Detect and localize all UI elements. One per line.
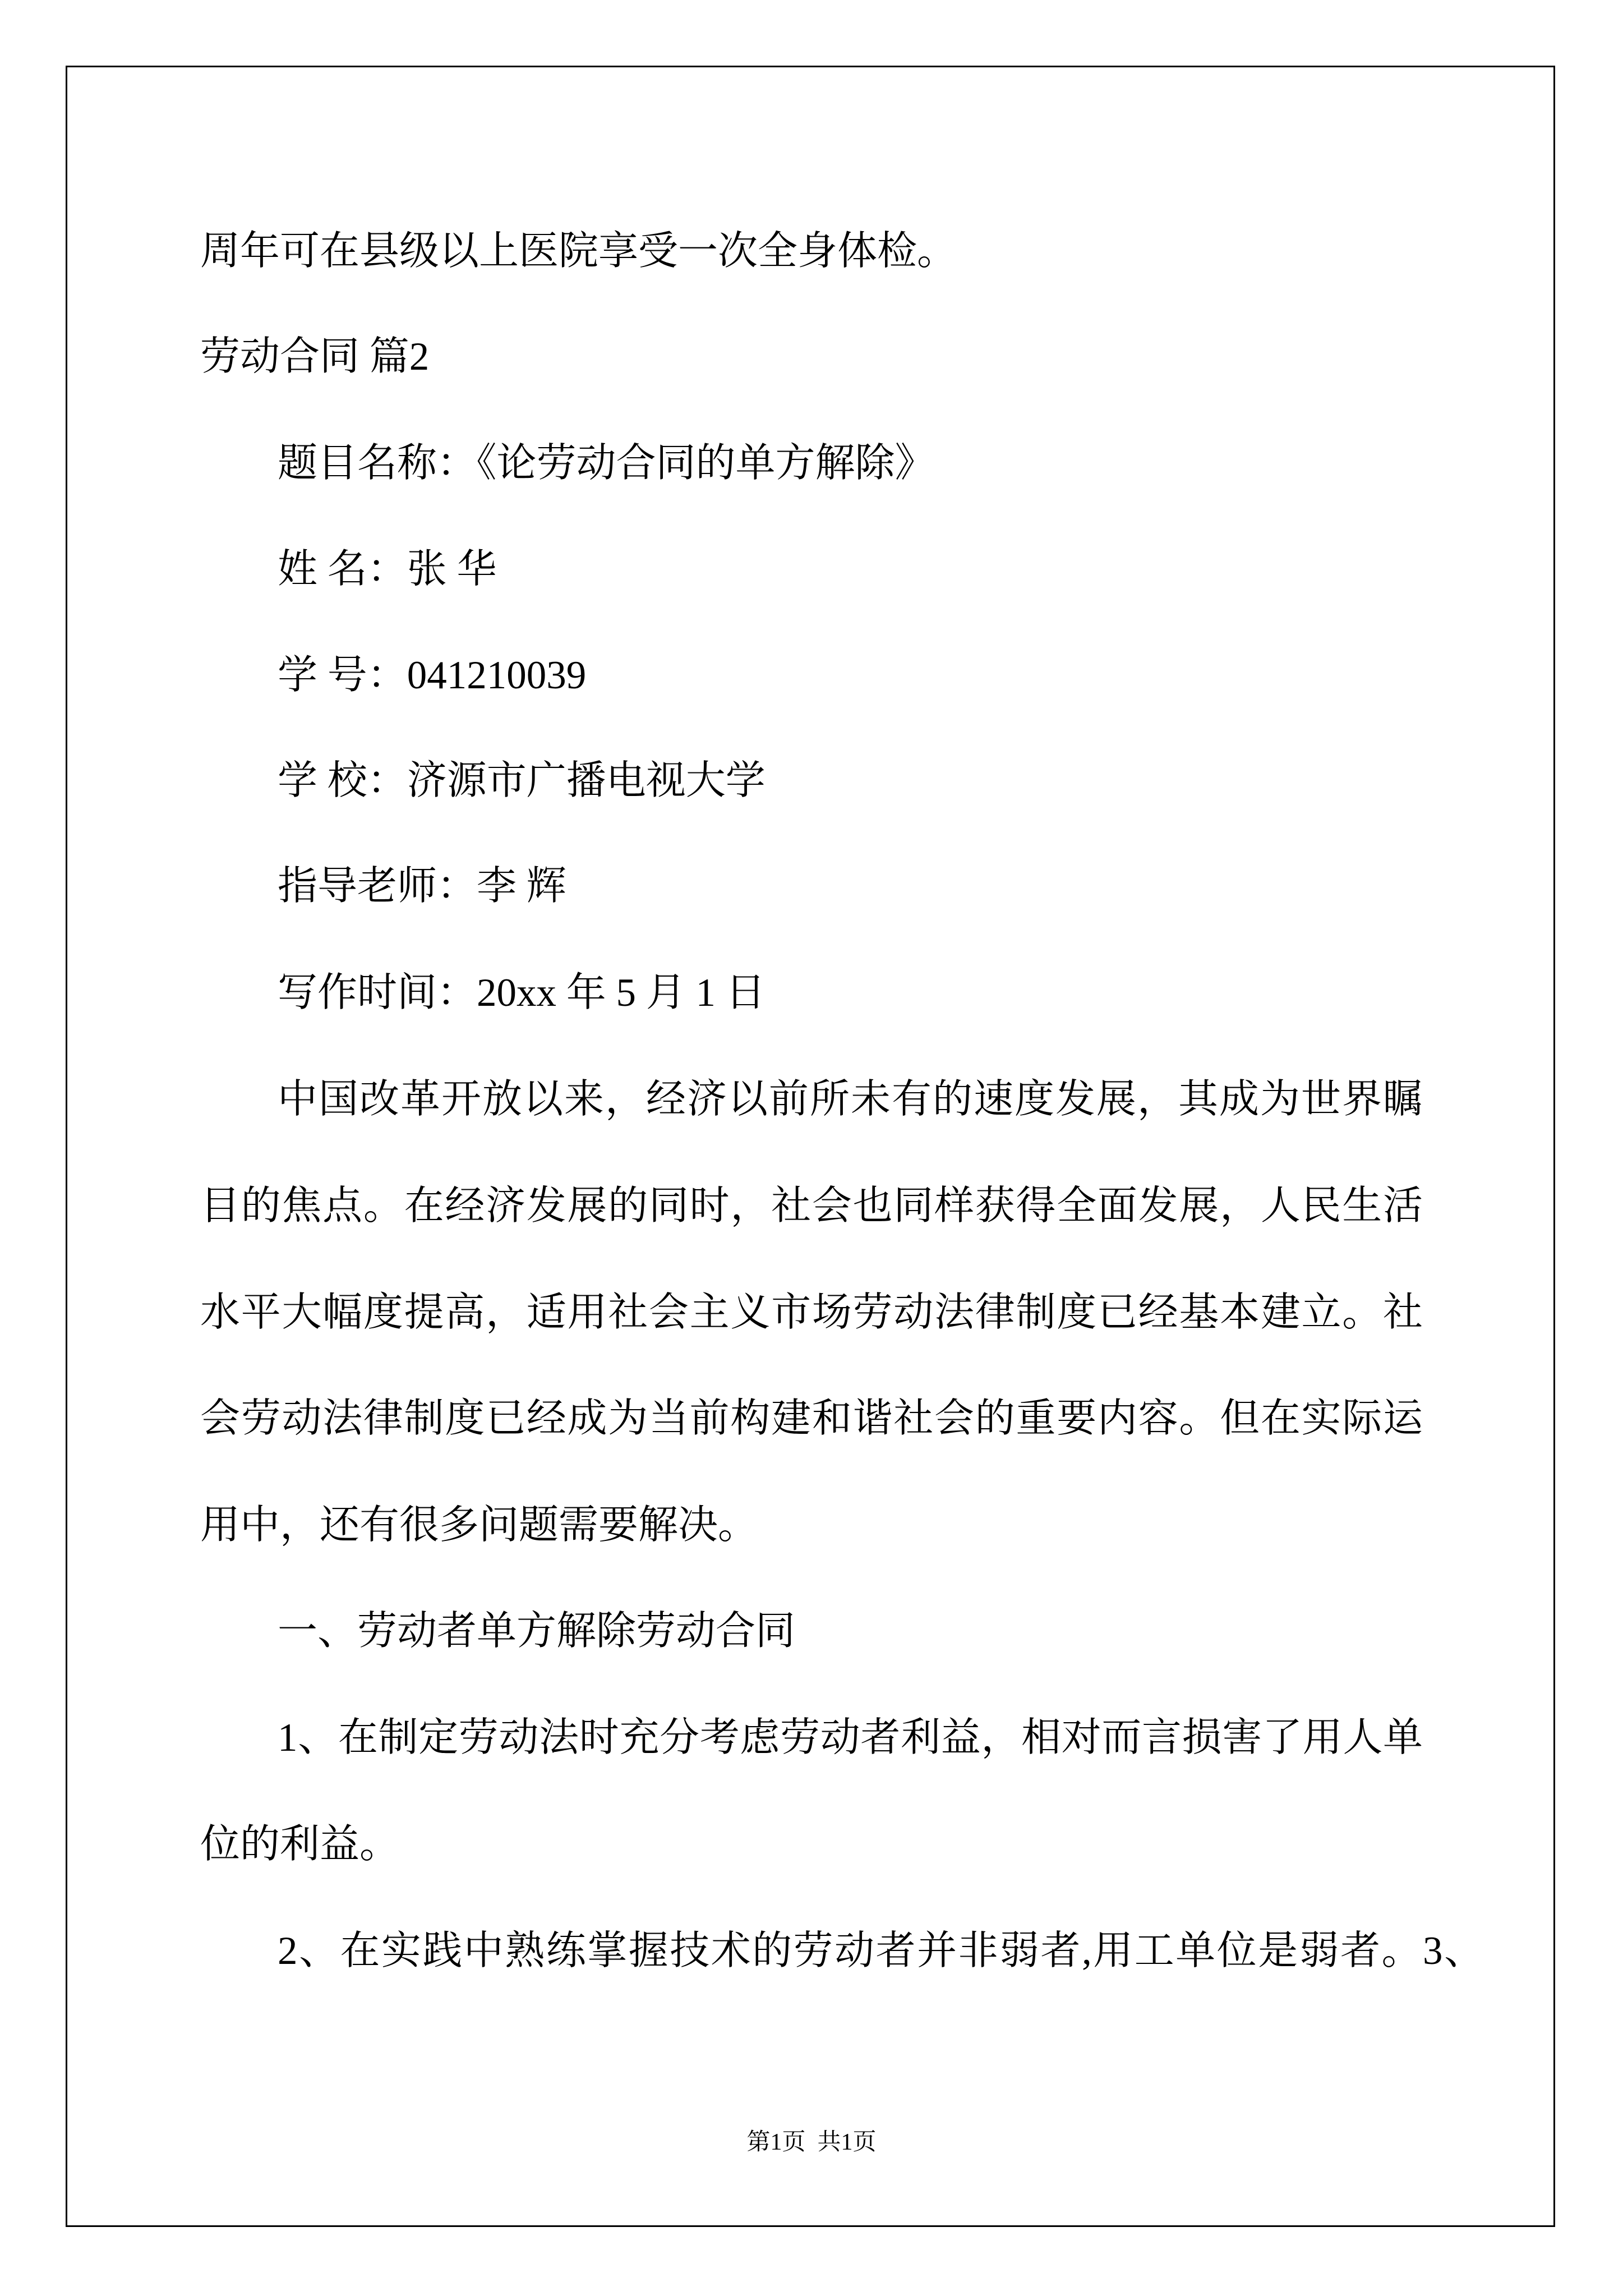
paragraph-line: 1、在制定劳动法时充分考虑劳动者利益，相对而言损害了用人单: [278, 1716, 1423, 1760]
page-border: [66, 66, 1555, 2227]
section-heading: 劳动合同 篇2: [200, 335, 430, 379]
continuation-line: 周年可在县级以上医院享受一次全身体检。: [200, 229, 957, 273]
writing-date: 写作时间：20xx 年 5 月 1 日: [278, 971, 766, 1015]
paragraph-line: 中国改革开放以来，经济以前所未有的速度发展，其成为世界瞩: [278, 1078, 1423, 1121]
page-number-footer: 第1页 共1页: [746, 2129, 877, 2155]
student-id: 学 号：041210039: [278, 654, 587, 697]
paragraph-line: 水平大幅度提高，适用社会主义市场劳动法律制度已经基本建立。社: [200, 1291, 1423, 1335]
section1-heading: 一、劳动者单方解除劳动合同: [278, 1609, 796, 1653]
paragraph-line: 会劳动法律制度已经成为当前构建和谐社会的重要内容。但在实际运: [200, 1397, 1423, 1441]
paragraph-line: 目的焦点。在经济发展的同时，社会也同样获得全面发展，人民生活: [200, 1184, 1423, 1228]
advisor-name: 指导老师：李 辉: [278, 864, 566, 908]
paper-title: 题目名称：《论劳动合同的单方解除》: [278, 441, 935, 485]
school-name: 学 校：济源市广播电视大学: [278, 759, 766, 803]
paragraph-line: 2、在实践中熟练掌握技术的劳动者并非弱者,用工单位是弱者。3、: [278, 1929, 1484, 1973]
paragraph-line: 位的利益。: [200, 1823, 400, 1866]
author-name: 姓 名：张 华: [278, 547, 497, 591]
paragraph-line: 用中，还有很多问题需要解决。: [200, 1503, 758, 1547]
